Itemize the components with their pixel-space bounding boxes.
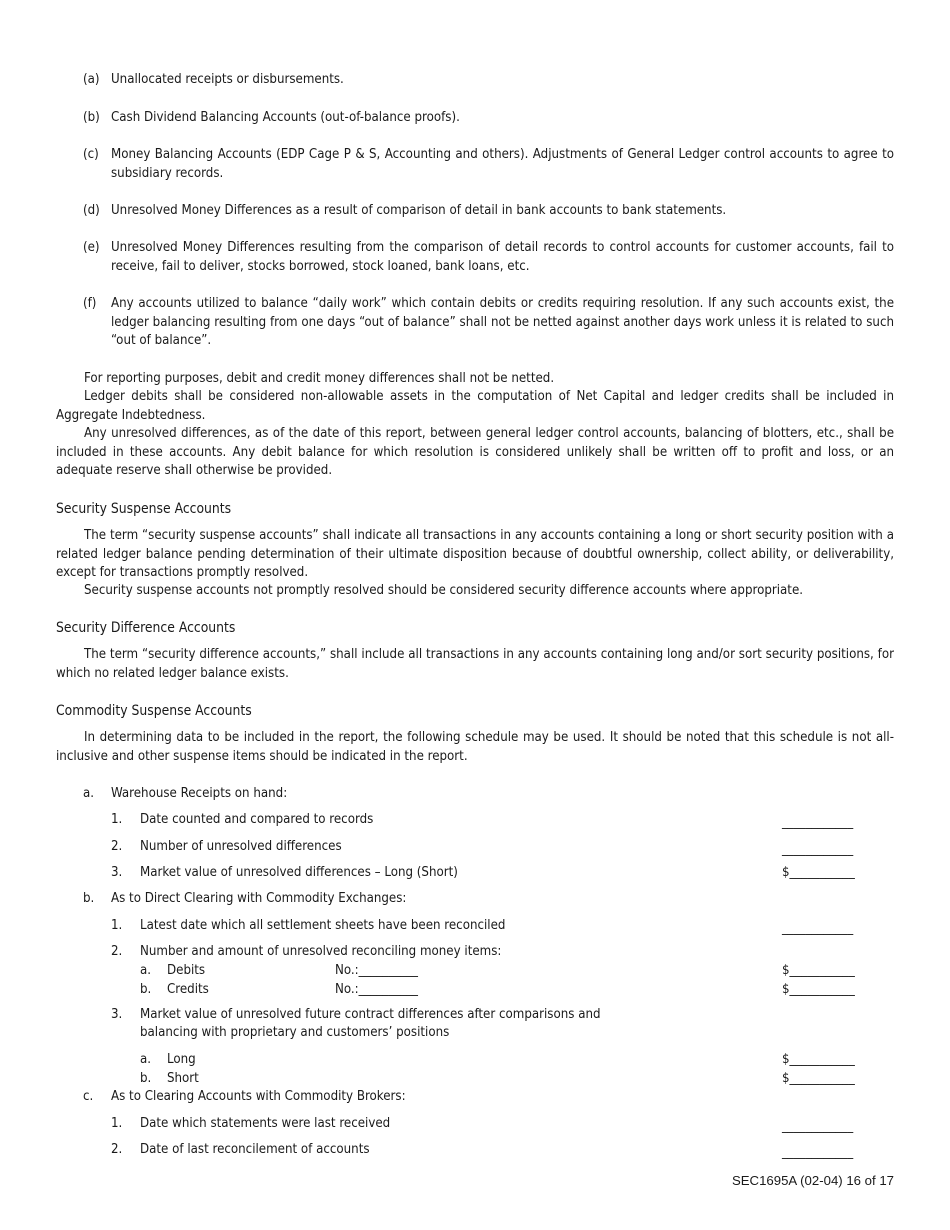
schedule-item-text: Date of last reconcilement of accounts (140, 1142, 370, 1157)
reporting-paragraph-2: Ledger debits shall be considered non-allowable assets in the computation of Net Capital and ledger credits shall be included in Aggregate Indebtedness. (56, 389, 894, 423)
schedule-item-number: 1. (111, 1116, 123, 1131)
answer-blank[interactable]: ____________ (782, 1119, 854, 1134)
schedule-title: As to Clearing Accounts with Commodity Brokers: (111, 1089, 406, 1104)
security-suspense-paragraph-1: The term “security suspense accounts” shall indicate all transactions in any accounts containing a long or short security position with a related ledger balance pending determination of their ultimate disposition because of doubtful ownership, collect ability, or deliverability, except for transactions promptly resolved. (56, 528, 894, 581)
schedule-item-text: Number of unresolved differences (140, 839, 342, 854)
commodity-suspense-paragraph: In determining data to be included in the report, the following schedule may be used. It should be noted that this schedule is not all-inclusive and other suspense items should be indicated in the report. (56, 730, 894, 764)
item-label: (e) (83, 240, 100, 255)
schedule-title: Warehouse Receipts on hand: (111, 786, 288, 801)
schedule-item-number: 1. (111, 812, 123, 827)
answer-blank[interactable]: $___________ (782, 963, 855, 978)
form-footer: SEC1695A (02-04) 16 of 17 (731, 1173, 894, 1188)
sub-item-text: Credits (167, 982, 209, 997)
item-label: (a) (83, 72, 100, 87)
answer-blank[interactable]: ____________ (782, 1145, 854, 1160)
schedule-item-number: 3. (111, 1007, 123, 1022)
sub-item-label: b. (140, 1071, 152, 1086)
schedule-item-text: Date counted and compared to records (140, 812, 374, 827)
schedule-item-number: 2. (111, 839, 123, 854)
item-label: (f) (83, 296, 97, 311)
schedule-label: b. (83, 891, 95, 906)
reporting-paragraph-1: For reporting purposes, debit and credit money differences shall not be netted. (84, 371, 555, 386)
item-text: Money Balancing Accounts (EDP Cage P & S, Accounting and others). Adjustments of General Ledger control accounts to agree to subsidiary records. (111, 147, 894, 181)
schedule-item-text: Latest date which all settlement sheets have been reconciled (140, 918, 506, 933)
sub-item-text: Short (167, 1071, 199, 1086)
schedule-item-text: Market value of unresolved future contract differences after comparisons and (140, 1007, 601, 1022)
answer-blank[interactable]: ____________ (782, 815, 854, 830)
reporting-paragraph-3: Any unresolved differences, as of the date of this report, between general ledger control accounts, balancing of blotters, etc., shall be included in these accounts. Any debit balance for which resolution is considered unlikely shall be written off to profit and loss, or an adequate reserve shall otherwise be provided. (56, 426, 894, 479)
schedule-item-text-continued: balancing with proprietary and customers’ positions (140, 1025, 450, 1040)
answer-blank[interactable]: ____________ (782, 842, 854, 857)
sub-item-label: a. (140, 1052, 152, 1067)
schedule-item-text: Date which statements were last received (140, 1116, 391, 1131)
item-text: Any accounts utilized to balance “daily work” which contain debits or credits requiring resolution. If any such accounts exist, the ledger balancing resulting from one days “out of balance” shall not be netted against another days work unless it is related to such “out of balance”. (111, 296, 894, 349)
sub-item-text: Long (167, 1052, 196, 1067)
debits-count-field[interactable]: No.:__________ (335, 963, 418, 978)
schedule-label: c. (83, 1089, 94, 1104)
security-suspense-paragraph-2: Security suspense accounts not promptly resolved should be considered security difference accounts where appropriate. (84, 583, 804, 598)
schedule-item-number: 3. (111, 865, 123, 880)
schedule-item-number: 2. (111, 1142, 123, 1157)
schedule-item-number: 1. (111, 918, 123, 933)
schedule-item-text: Number and amount of unresolved reconciling money items: (140, 944, 502, 959)
item-label: (b) (83, 110, 100, 125)
section-heading-security-suspense: Security Suspense Accounts (56, 501, 232, 517)
answer-blank[interactable]: ____________ (782, 921, 854, 936)
schedule-item-number: 2. (111, 944, 123, 959)
schedule-item-text: Market value of unresolved differences – Long (Short) (140, 865, 458, 880)
credits-count-field[interactable]: No.:__________ (335, 982, 418, 997)
security-difference-paragraph: The term “security difference accounts,” shall include all transactions in any accounts containing long and/or sort security positions, for which no related ledger balance exists. (56, 647, 894, 681)
item-text: Cash Dividend Balancing Accounts (out-of-balance proofs). (111, 110, 460, 125)
schedule-label: a. (83, 786, 95, 801)
sub-item-text: Debits (167, 963, 206, 978)
item-label: (d) (83, 203, 100, 218)
sub-item-label: a. (140, 963, 152, 978)
answer-blank[interactable]: $___________ (782, 865, 855, 880)
schedule-title: As to Direct Clearing with Commodity Exchanges: (111, 891, 407, 906)
answer-blank[interactable]: $___________ (782, 1052, 855, 1067)
item-text: Unallocated receipts or disbursements. (111, 72, 344, 87)
sub-item-label: b. (140, 982, 152, 997)
item-text: Unresolved Money Differences resulting from the comparison of detail records to control accounts for customer accounts, fail to receive, fail to deliver, stocks borrowed, stock loaned, bank loans, etc. (111, 240, 894, 274)
section-heading-commodity-suspense: Commodity Suspense Accounts (56, 703, 252, 719)
item-label: (c) (83, 147, 99, 162)
item-text: Unresolved Money Differences as a result of comparison of detail in bank accounts to bank statements. (111, 203, 727, 218)
answer-blank[interactable]: $___________ (782, 982, 855, 997)
answer-blank[interactable]: $___________ (782, 1071, 855, 1086)
section-heading-security-difference: Security Difference Accounts (56, 620, 236, 636)
